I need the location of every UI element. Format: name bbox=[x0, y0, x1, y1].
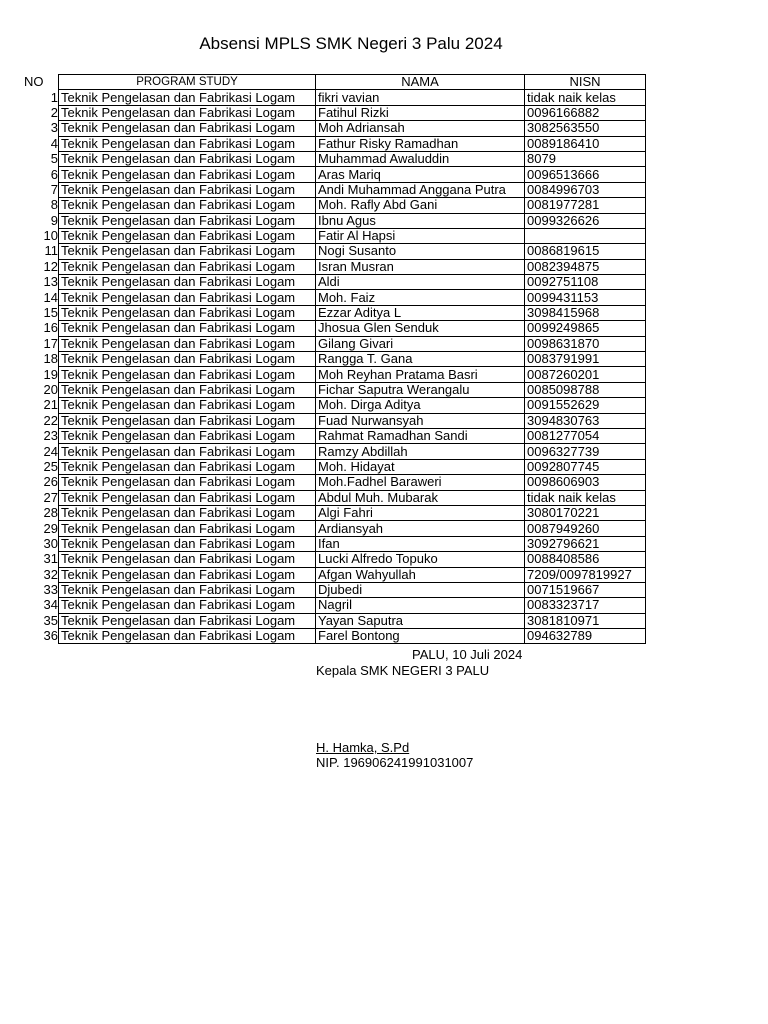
table-row bbox=[24, 521, 646, 536]
row-program-study: Teknik Pengelasan dan Fabrikasi Logam bbox=[59, 321, 316, 336]
table-row bbox=[24, 367, 646, 382]
row-program-study: Teknik Pengelasan dan Fabrikasi Logam bbox=[59, 459, 316, 474]
row-nisn: 7209/0097819927 bbox=[525, 567, 646, 582]
table-row bbox=[24, 151, 646, 166]
row-nisn: 0091552629 bbox=[525, 398, 646, 413]
row-nisn: 3098415968 bbox=[525, 305, 646, 320]
row-no: 18 bbox=[43, 351, 58, 367]
row-nama: Aras Mariq bbox=[316, 167, 525, 182]
row-nama: Fathur Risky Ramadhan bbox=[316, 136, 525, 151]
row-no: 6 bbox=[50, 166, 58, 182]
row-nisn: 0099249865 bbox=[525, 321, 646, 336]
row-program-study: Teknik Pengelasan dan Fabrikasi Logam bbox=[59, 182, 316, 197]
table-row bbox=[24, 582, 646, 597]
row-program-study: Teknik Pengelasan dan Fabrikasi Logam bbox=[59, 259, 316, 274]
row-program-study: Teknik Pengelasan dan Fabrikasi Logam bbox=[59, 228, 316, 243]
row-nisn: 3094830763 bbox=[525, 413, 646, 428]
row-nisn: 0087949260 bbox=[525, 521, 646, 536]
table-row bbox=[24, 552, 646, 567]
table-row bbox=[24, 167, 646, 182]
row-program-study: Teknik Pengelasan dan Fabrikasi Logam bbox=[59, 198, 316, 213]
row-program-study: Teknik Pengelasan dan Fabrikasi Logam bbox=[59, 505, 316, 520]
row-nisn: 3092796621 bbox=[525, 536, 646, 551]
row-no: 25 bbox=[43, 459, 58, 474]
row-nama: Yayan Saputra bbox=[316, 613, 525, 628]
table-row bbox=[24, 598, 646, 613]
row-nisn: 0098631870 bbox=[525, 336, 646, 351]
row-nama: Fuad Nurwansyah bbox=[316, 413, 525, 428]
row-program-study: Teknik Pengelasan dan Fabrikasi Logam bbox=[59, 490, 316, 505]
row-nama: Algi Fahri bbox=[316, 505, 525, 520]
row-nama: Ramzy Abdillah bbox=[316, 444, 525, 459]
row-program-study: Teknik Pengelasan dan Fabrikasi Logam bbox=[59, 352, 316, 367]
table-row bbox=[24, 182, 646, 197]
row-program-study: Teknik Pengelasan dan Fabrikasi Logam bbox=[59, 90, 316, 105]
row-no: 21 bbox=[43, 397, 58, 413]
row-no: 32 bbox=[43, 567, 58, 582]
row-nama: Andi Muhammad Anggana Putra bbox=[316, 182, 525, 197]
row-no: 27 bbox=[43, 490, 58, 505]
row-program-study: Teknik Pengelasan dan Fabrikasi Logam bbox=[59, 151, 316, 166]
row-nama: Rahmat Ramadhan Sandi bbox=[316, 428, 525, 443]
signature-place-date: PALU, 10 Juli 2024 bbox=[412, 647, 523, 662]
row-nama: Moh. Hidayat bbox=[316, 459, 525, 474]
row-nama: Muhammad Awaluddin bbox=[316, 151, 525, 166]
row-no: 16 bbox=[43, 320, 58, 336]
table-row bbox=[24, 228, 646, 243]
row-program-study: Teknik Pengelasan dan Fabrikasi Logam bbox=[59, 244, 316, 259]
row-no: 14 bbox=[43, 289, 58, 305]
row-program-study: Teknik Pengelasan dan Fabrikasi Logam bbox=[59, 275, 316, 290]
row-program-study: Teknik Pengelasan dan Fabrikasi Logam bbox=[59, 290, 316, 305]
row-nama: Ifan bbox=[316, 536, 525, 551]
row-nama: Isran Musran bbox=[316, 259, 525, 274]
row-program-study: Teknik Pengelasan dan Fabrikasi Logam bbox=[59, 428, 316, 443]
row-nisn: 0098606903 bbox=[525, 475, 646, 490]
row-nisn: 0085098788 bbox=[525, 382, 646, 397]
row-no: 20 bbox=[43, 382, 58, 397]
row-program-study: Teknik Pengelasan dan Fabrikasi Logam bbox=[59, 367, 316, 382]
row-program-study: Teknik Pengelasan dan Fabrikasi Logam bbox=[59, 121, 316, 136]
row-nisn bbox=[525, 228, 646, 243]
row-nama: Fatir Al Hapsi bbox=[316, 228, 525, 243]
signature-name: H. Hamka, S.Pd bbox=[316, 740, 410, 755]
row-nama: Gilang Givari bbox=[316, 336, 525, 351]
row-nisn: 8079 bbox=[525, 151, 646, 166]
row-program-study: Teknik Pengelasan dan Fabrikasi Logam bbox=[59, 582, 316, 597]
row-no: 8 bbox=[50, 197, 58, 213]
row-nisn: 0099326626 bbox=[525, 213, 646, 228]
row-program-study: Teknik Pengelasan dan Fabrikasi Logam bbox=[59, 136, 316, 151]
row-program-study: Teknik Pengelasan dan Fabrikasi Logam bbox=[59, 552, 316, 567]
table-row bbox=[24, 505, 646, 520]
table-row bbox=[24, 305, 646, 320]
attendance-table bbox=[24, 74, 646, 644]
row-no: 30 bbox=[43, 536, 58, 551]
table-row bbox=[24, 613, 646, 628]
row-program-study: Teknik Pengelasan dan Fabrikasi Logam bbox=[59, 336, 316, 351]
table-row bbox=[24, 213, 646, 228]
document-title: Absensi MPLS SMK Negeri 3 Palu 2024 bbox=[199, 34, 503, 53]
row-program-study: Teknik Pengelasan dan Fabrikasi Logam bbox=[59, 398, 316, 413]
row-nisn: 0087260201 bbox=[525, 367, 646, 382]
table-row bbox=[24, 475, 646, 490]
row-nisn: tidak naik kelas bbox=[525, 490, 646, 505]
table-row bbox=[24, 321, 646, 336]
table-row bbox=[24, 275, 646, 290]
row-nama: Moh. Dirga Aditya bbox=[316, 398, 525, 413]
row-nama: Moh Reyhan Pratama Basri bbox=[316, 367, 525, 382]
row-nama: fikri vavian bbox=[316, 90, 525, 105]
row-no: 34 bbox=[43, 597, 58, 613]
row-no: 36 bbox=[43, 628, 58, 644]
row-program-study: Teknik Pengelasan dan Fabrikasi Logam bbox=[59, 598, 316, 613]
row-nama: Farel Bontong bbox=[316, 629, 525, 644]
row-nisn: 0092807745 bbox=[525, 459, 646, 474]
table-row bbox=[24, 490, 646, 505]
table-row bbox=[24, 198, 646, 213]
row-nama: Ardiansyah bbox=[316, 521, 525, 536]
row-nama: Fichar Saputra Werangalu bbox=[316, 382, 525, 397]
row-nama: Nagril bbox=[316, 598, 525, 613]
row-no: 11 bbox=[44, 243, 58, 259]
row-nama: Afgan Wahyullah bbox=[316, 567, 525, 582]
row-nama: Rangga T. Gana bbox=[316, 352, 525, 367]
row-no: 3 bbox=[50, 120, 58, 136]
row-program-study: Teknik Pengelasan dan Fabrikasi Logam bbox=[59, 521, 316, 536]
row-nisn: 0086819615 bbox=[525, 244, 646, 259]
row-program-study: Teknik Pengelasan dan Fabrikasi Logam bbox=[59, 105, 316, 120]
table-row bbox=[24, 428, 646, 443]
row-nisn: 0081977281 bbox=[525, 198, 646, 213]
row-nisn: 3082563550 bbox=[525, 121, 646, 136]
row-no: 24 bbox=[43, 443, 58, 459]
row-nama: Moh Adriansah bbox=[316, 121, 525, 136]
row-nama: Jhosua Glen Senduk bbox=[316, 321, 525, 336]
row-no: 35 bbox=[43, 613, 58, 628]
row-no: 22 bbox=[43, 413, 58, 428]
table-row bbox=[24, 398, 646, 413]
table-row bbox=[24, 290, 646, 305]
table-row bbox=[24, 336, 646, 351]
table-row bbox=[24, 136, 646, 151]
row-no: 12 bbox=[43, 259, 58, 274]
row-nisn: 0081277054 bbox=[525, 428, 646, 443]
row-no: 10 bbox=[43, 228, 58, 244]
row-nama: Moh. Faiz bbox=[316, 290, 525, 305]
row-no: 1 bbox=[50, 89, 58, 105]
row-program-study: Teknik Pengelasan dan Fabrikasi Logam bbox=[59, 382, 316, 397]
row-no: 31 bbox=[43, 551, 58, 567]
table-row bbox=[24, 352, 646, 367]
row-no: 19 bbox=[43, 366, 58, 382]
row-nisn: 0082394875 bbox=[525, 259, 646, 274]
row-no: 28 bbox=[43, 505, 58, 521]
row-program-study: Teknik Pengelasan dan Fabrikasi Logam bbox=[59, 444, 316, 459]
row-nama: Fatihul Rizki bbox=[316, 105, 525, 120]
table-row bbox=[24, 121, 646, 136]
row-no: 29 bbox=[43, 520, 58, 536]
row-nisn: 0088408586 bbox=[525, 552, 646, 567]
row-program-study: Teknik Pengelasan dan Fabrikasi Logam bbox=[59, 567, 316, 582]
row-no: 17 bbox=[43, 336, 58, 351]
row-no: 5 bbox=[50, 151, 58, 167]
row-no: 15 bbox=[43, 305, 58, 321]
row-nisn: tidak naik kelas bbox=[525, 90, 646, 105]
row-nisn: 0096513666 bbox=[525, 167, 646, 182]
row-nisn: 0096327739 bbox=[525, 444, 646, 459]
header-no: NO bbox=[24, 74, 44, 90]
row-no: 4 bbox=[50, 136, 58, 151]
row-nama: Abdul Muh. Mubarak bbox=[316, 490, 525, 505]
row-no: 23 bbox=[43, 428, 58, 444]
table-row bbox=[24, 105, 646, 120]
row-nama: Djubedi bbox=[316, 582, 525, 597]
row-nama: Ibnu Agus bbox=[316, 213, 525, 228]
row-nama: Ezzar Aditya L bbox=[316, 305, 525, 320]
row-no: 13 bbox=[43, 274, 58, 290]
row-program-study: Teknik Pengelasan dan Fabrikasi Logam bbox=[59, 305, 316, 320]
table-row bbox=[24, 567, 646, 582]
row-no: 2 bbox=[50, 105, 58, 120]
row-nisn: 3080170221 bbox=[525, 505, 646, 520]
table-row bbox=[24, 413, 646, 428]
table-row bbox=[24, 90, 646, 105]
table-row bbox=[24, 382, 646, 397]
table-row bbox=[24, 444, 646, 459]
row-nama: Aldi bbox=[316, 275, 525, 290]
table-row bbox=[24, 459, 646, 474]
row-nisn: 0084996703 bbox=[525, 182, 646, 197]
table-row bbox=[24, 536, 646, 551]
row-program-study: Teknik Pengelasan dan Fabrikasi Logam bbox=[59, 475, 316, 490]
row-no: 7 bbox=[50, 182, 58, 197]
row-nisn: 0083323717 bbox=[525, 598, 646, 613]
row-nisn: 3081810971 bbox=[525, 613, 646, 628]
signature-role: Kepala SMK NEGERI 3 PALU bbox=[316, 663, 490, 678]
table-row bbox=[24, 259, 646, 274]
header-program-study: PROGRAM STUDY bbox=[59, 75, 316, 90]
attendance-table-body bbox=[24, 75, 646, 644]
signature-nip: NIP. 196906241991031007 bbox=[316, 755, 474, 770]
row-program-study: Teknik Pengelasan dan Fabrikasi Logam bbox=[59, 536, 316, 551]
row-nisn: 0092751108 bbox=[525, 275, 646, 290]
row-no: 33 bbox=[43, 582, 58, 598]
row-nisn: 094632789 bbox=[525, 629, 646, 644]
row-nama: Moh. Rafly Abd Gani bbox=[316, 198, 525, 213]
row-program-study: Teknik Pengelasan dan Fabrikasi Logam bbox=[59, 213, 316, 228]
row-no: 9 bbox=[50, 213, 58, 228]
table-row bbox=[24, 629, 646, 644]
row-nisn: 0083791991 bbox=[525, 352, 646, 367]
row-nama: Nogi Susanto bbox=[316, 244, 525, 259]
table-row bbox=[24, 244, 646, 259]
row-nama: Lucki Alfredo Topuko bbox=[316, 552, 525, 567]
table-header-row bbox=[24, 75, 646, 90]
row-nama: Moh.Fadhel Baraweri bbox=[316, 475, 525, 490]
row-nisn: 0096166882 bbox=[525, 105, 646, 120]
row-nisn: 0071519667 bbox=[525, 582, 646, 597]
row-program-study: Teknik Pengelasan dan Fabrikasi Logam bbox=[59, 167, 316, 182]
row-nisn: 0089186410 bbox=[525, 136, 646, 151]
header-nisn: NISN bbox=[525, 75, 646, 90]
header-nama: NAMA bbox=[316, 75, 525, 90]
row-nisn: 0099431153 bbox=[525, 290, 646, 305]
row-program-study: Teknik Pengelasan dan Fabrikasi Logam bbox=[59, 413, 316, 428]
row-no: 26 bbox=[43, 474, 58, 490]
row-program-study: Teknik Pengelasan dan Fabrikasi Logam bbox=[59, 629, 316, 644]
row-program-study: Teknik Pengelasan dan Fabrikasi Logam bbox=[59, 613, 316, 628]
